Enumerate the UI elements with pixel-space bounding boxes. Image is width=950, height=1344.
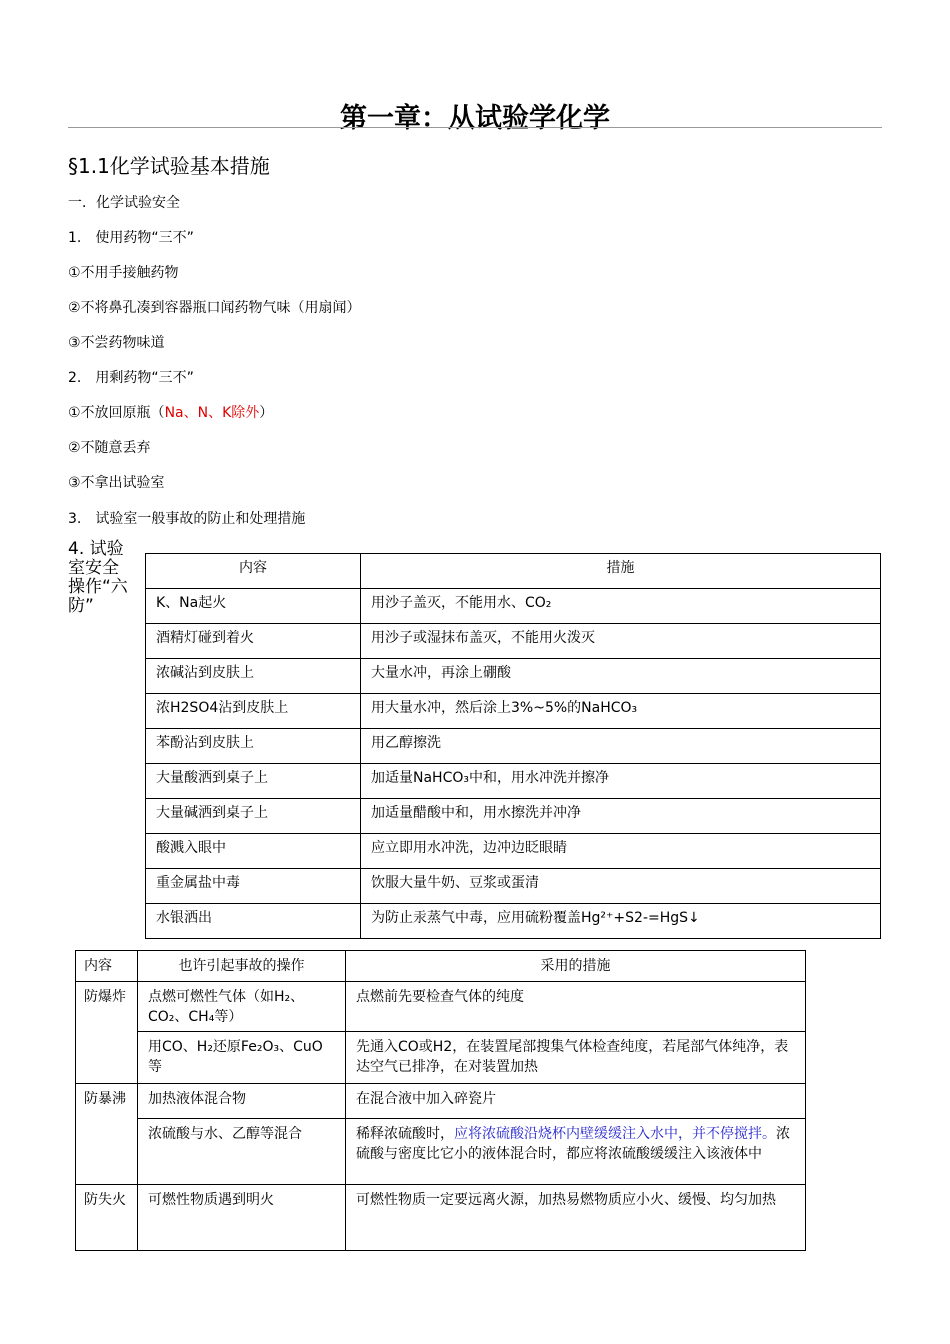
heading-chem-safety: 一．化学试验安全 xyxy=(68,195,180,211)
accident-cell: 苯酚沾到皮肤上 xyxy=(146,729,361,764)
item-2-2: ②不随意丢弃 xyxy=(68,440,151,456)
accident-cell: 水银洒出 xyxy=(146,904,361,939)
item-3-heading: 3. 试验室一般事故的防止和处理措施 xyxy=(68,511,306,527)
measure-cell: 加适量NaHCO₃中和，用水冲洗并擦净 xyxy=(361,764,881,799)
accident-handling-table xyxy=(145,553,881,939)
page-title: 第一章：从试验学化学 xyxy=(340,103,610,134)
table-row xyxy=(76,1084,806,1119)
table-row xyxy=(146,694,881,729)
table-row xyxy=(76,1032,806,1084)
table-row xyxy=(146,869,881,904)
accident-cell: 酒精灯碰到着火 xyxy=(146,624,361,659)
measure-cell: 在混合液中加入碎瓷片 xyxy=(346,1084,806,1119)
item-1-3: ③不尝药物味道 xyxy=(68,335,165,351)
prevention-type-cell: 防失火 xyxy=(76,1185,138,1251)
measure-cell: 饮服大量牛奶、豆浆或蛋清 xyxy=(361,869,881,904)
item-2-1 xyxy=(68,402,273,422)
item-1-2: ②不将鼻孔凑到容器瓶口闻药物气味（用扇闻） xyxy=(68,300,361,316)
table-row xyxy=(146,659,881,694)
operation-cell: 加热液体混合物 xyxy=(138,1084,346,1119)
measure-cell: 用沙子盖灭，不能用水、CO₂ xyxy=(361,589,881,624)
measure-cell: 大量水冲，再涂上硼酸 xyxy=(361,659,881,694)
accident-cell: 大量碱洒到桌子上 xyxy=(146,799,361,834)
table-header-cell: 也许引起事故的操作 xyxy=(138,951,346,982)
item-2-3: ③不拿出试验室 xyxy=(68,475,165,491)
prevention-type-cell: 防爆炸 xyxy=(76,982,138,1084)
item-2-1-prefix: ①不放回原瓶（ xyxy=(68,405,165,421)
table-row xyxy=(146,624,881,659)
table-row xyxy=(146,764,881,799)
measure-cell: 可燃性物质一定要远离火源，加热易燃物质应小火、缓慢、均匀加热 xyxy=(346,1185,806,1251)
measure-cell: 应立即用水冲洗，边冲边眨眼睛 xyxy=(361,834,881,869)
measure-cell: 用大量水冲，然后涂上3%~5%的NaHCO₃ xyxy=(361,694,881,729)
highlighted-instruction: 应将浓硫酸沿烧杯内壁缓缓注入水中，并不停搅拌。 xyxy=(454,1126,776,1142)
accident-cell: K、Na起火 xyxy=(146,589,361,624)
title-divider xyxy=(68,127,882,128)
table-row xyxy=(146,729,881,764)
table-row xyxy=(146,904,881,939)
operation-cell: 浓硫酸与水、乙醇等混合 xyxy=(138,1119,346,1185)
table-header-row xyxy=(76,951,806,982)
measure-cell: 用乙醇擦洗 xyxy=(361,729,881,764)
item-1-1: ①不用手接触药物 xyxy=(68,265,179,281)
operation-cell: 可燃性物质遇到明火 xyxy=(138,1185,346,1251)
section-heading: §1.1化学试验基本措施 xyxy=(68,154,270,178)
item-4-side-label: 4. 试验室安全操作“六防” xyxy=(68,539,128,616)
table-header-cell: 措施 xyxy=(361,554,881,589)
accident-cell: 重金属盐中毒 xyxy=(146,869,361,904)
item-1-heading: 1. 使用药物“三不” xyxy=(68,230,194,246)
table-row xyxy=(146,834,881,869)
measure-cell: 用沙子或湿抹布盖灭，不能用火泼灭 xyxy=(361,624,881,659)
prevention-type-cell: 防暴沸 xyxy=(76,1084,138,1185)
measure-text: 浓硫酸与密度比它小的液体混合时，都应将浓硫酸缓缓注入该液体中 xyxy=(356,1126,790,1162)
accident-cell: 浓H2SO4沾到皮肤上 xyxy=(146,694,361,729)
item-2-1-exception: Na、N、K除外 xyxy=(164,405,260,421)
table-row xyxy=(146,799,881,834)
table-row xyxy=(76,982,806,1032)
table-header-cell: 内容 xyxy=(146,554,361,589)
table-row xyxy=(76,1119,806,1185)
accident-cell: 酸溅入眼中 xyxy=(146,834,361,869)
accident-cell: 浓碱沾到皮肤上 xyxy=(146,659,361,694)
six-prevention-table xyxy=(75,950,806,1251)
table-row xyxy=(76,1185,806,1251)
operation-cell: 点燃可燃性气体（如H₂、CO₂、CH₄等） xyxy=(138,982,346,1032)
measure-cell: 为防止汞蒸气中毒，应用硫粉覆盖Hg²⁺+S2-=HgS↓ xyxy=(361,904,881,939)
measure-cell: 加适量醋酸中和，用水擦洗并冲净 xyxy=(361,799,881,834)
operation-cell: 用CO、H₂还原Fe₂O₃、CuO等 xyxy=(138,1032,346,1084)
item-2-1-suffix: ） xyxy=(259,405,274,421)
measure-cell: 先通入CO或H2，在装置尾部搜集气体检查纯度，若尾部气体纯净，表达空气已排净，在对装置加热 xyxy=(346,1032,806,1084)
measure-text: 稀释浓硫酸时， xyxy=(356,1126,454,1142)
table-row xyxy=(146,589,881,624)
table-header-cell: 内容 xyxy=(76,951,138,982)
measure-cell xyxy=(346,1119,806,1185)
table-header-row xyxy=(146,554,881,589)
item-2-heading: 2. 用剩药物“三不” xyxy=(68,370,194,386)
table-header-cell: 采用的措施 xyxy=(346,951,806,982)
measure-cell: 点燃前先要检查气体的纯度 xyxy=(346,982,806,1032)
accident-cell: 大量酸洒到桌子上 xyxy=(146,764,361,799)
